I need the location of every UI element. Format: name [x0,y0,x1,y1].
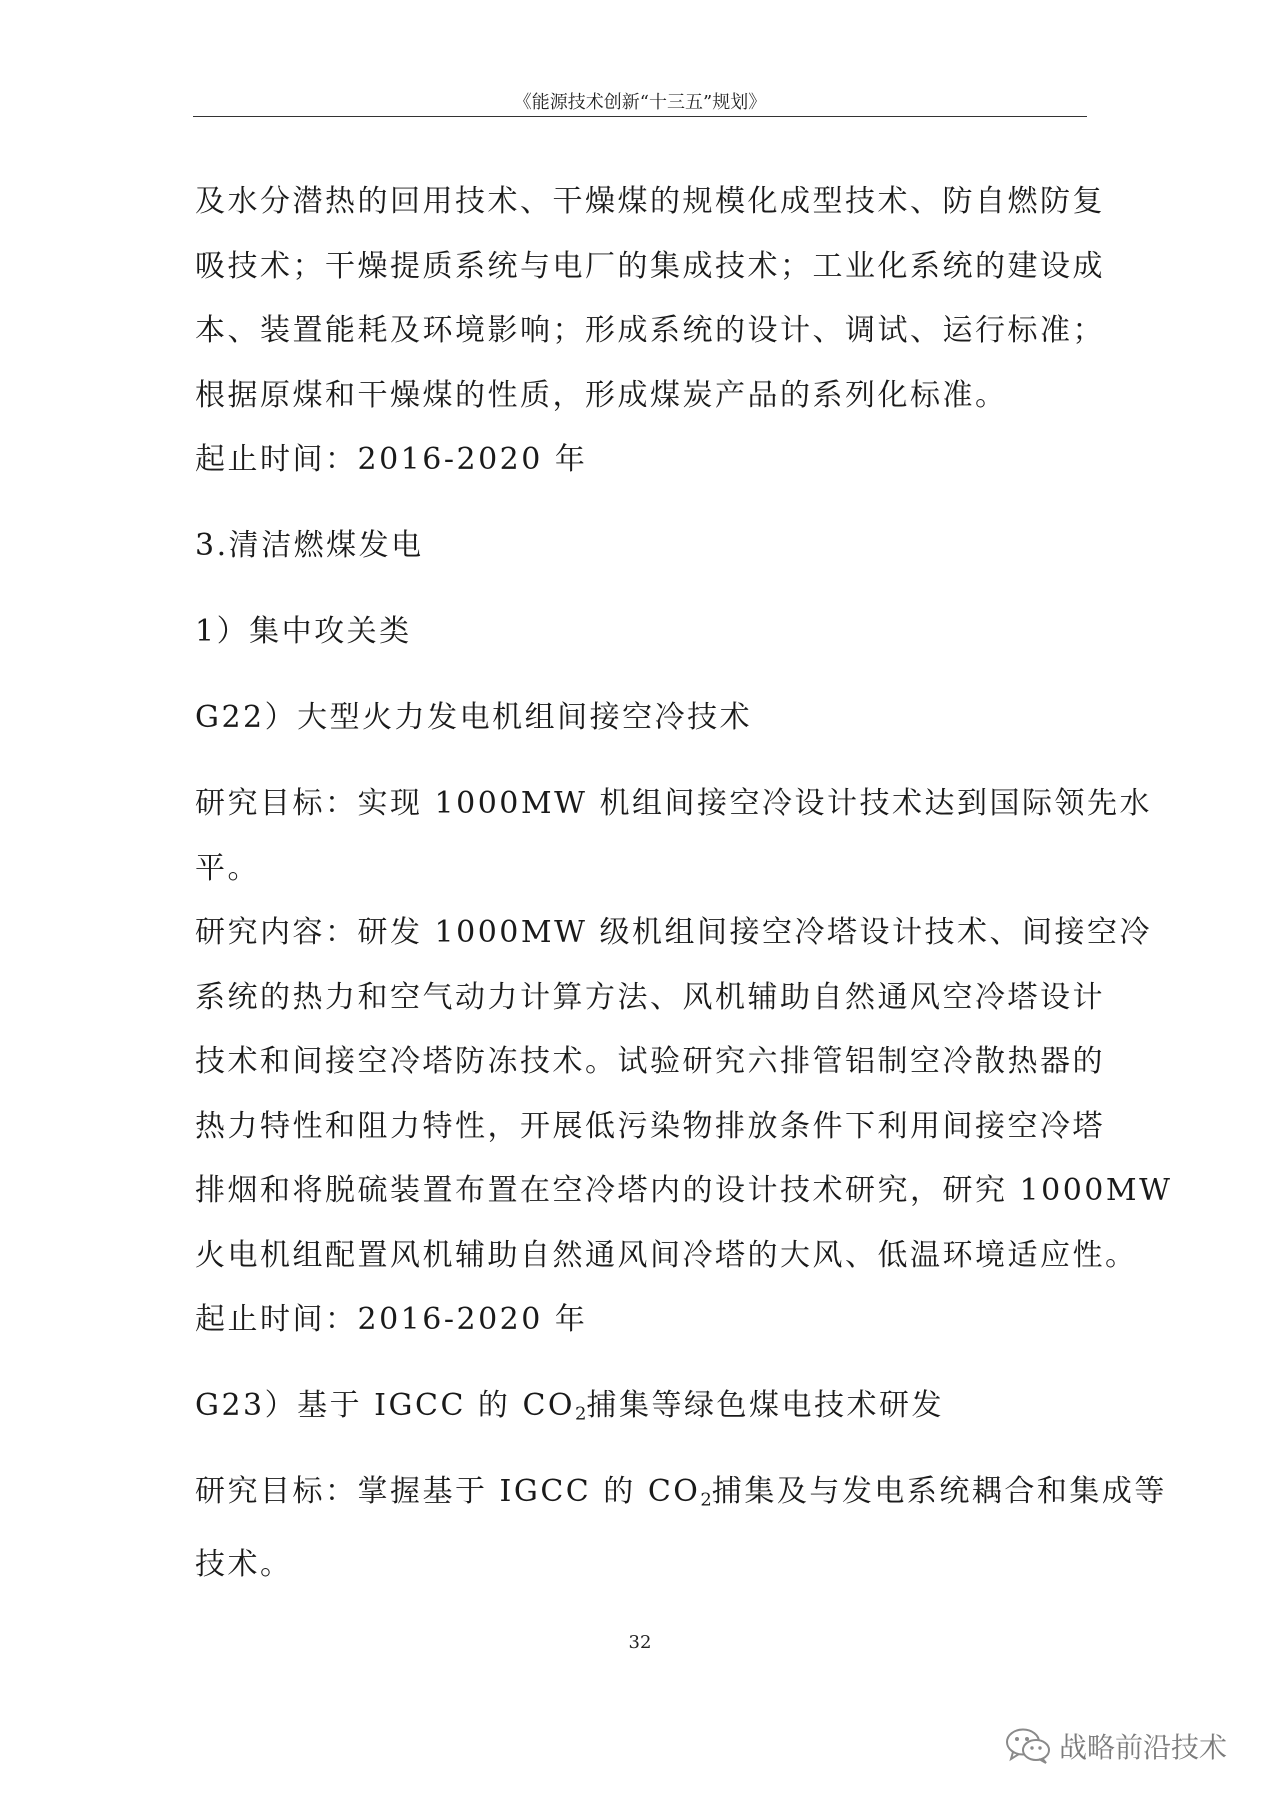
page-number: 32 [628,1632,652,1653]
watermark [1005,1726,1227,1766]
text-line [195,1460,1167,1533]
header-divider [193,116,1087,117]
goal-text: 研究目标：掌握基于 IGCC 的 CO [195,1474,701,1509]
title-text: 捕集等绿色煤电技术研发 [586,1388,944,1423]
subscript: 2 [700,1489,712,1511]
text-line: 技术。 [195,1547,293,1582]
text-line: 研究内容：研发 1000MW 级机组间接空冷塔设计技术、间接空冷 [195,915,1152,950]
text-line: 平。 [195,850,260,886]
g23-title [195,1374,944,1447]
text-line: 及水分潜热的回用技术、干燥煤的规模化成型技术、防自燃防复 [195,184,1105,219]
intro-paragraph [195,170,1105,428]
text-line: 技术和间接空冷塔防冻技术。试验研究六排管铝制空冷散热器的 [195,1044,1105,1079]
text-line: 根据原煤和干燥煤的性质，形成煤炭产品的系列化标准。 [195,377,1008,413]
g22-goal [195,772,1152,901]
running-header: 《能源技术创新“十三五”规划》 [513,92,767,113]
intro-period: 起止时间：2016-2020 年 [195,442,588,477]
subsection-heading: 1）集中攻关类 [195,614,412,649]
g22-title: G22）大型火力发电机组间接空冷技术 [195,700,753,735]
section-heading: 3.清洁燃煤发电 [195,528,424,563]
text-line: 吸技术；干燥提质系统与电厂的集成技术；工业化系统的建设成 [195,248,1105,284]
watermark-text: 战略前沿技术 [1059,1731,1228,1764]
text-line: 本、装置能耗及环境影响；形成系统的设计、调试、运行标准； [195,313,1105,348]
g23-goal [195,1460,1167,1598]
text-line: 系统的热力和空气动力计算方法、风机辅助自然通风空冷塔设计 [195,979,1105,1015]
wechat-icon [1005,1727,1051,1765]
g22-content [195,901,1172,1288]
g22-period: 起止时间：2016-2020 年 [195,1302,588,1337]
text-line: 排烟和将脱硫装置布置在空冷塔内的设计技术研究，研究 1000MW [195,1173,1173,1208]
text-line: 热力特性和阻力特性，开展低污染物排放条件下利用间接空冷塔 [195,1108,1105,1144]
title-text: G23）基于 IGCC 的 CO [195,1388,576,1423]
text-line: 火电机组配置风机辅助自然通风间冷塔的大风、低温环境适应性。 [195,1237,1138,1273]
goal-text: 捕集及与发电系统耦合和集成等 [711,1474,1167,1509]
subscript: 2 [575,1403,587,1425]
text-line: 研究目标：实现 1000MW 机组间接空冷设计技术达到国际领先水 [195,786,1152,821]
